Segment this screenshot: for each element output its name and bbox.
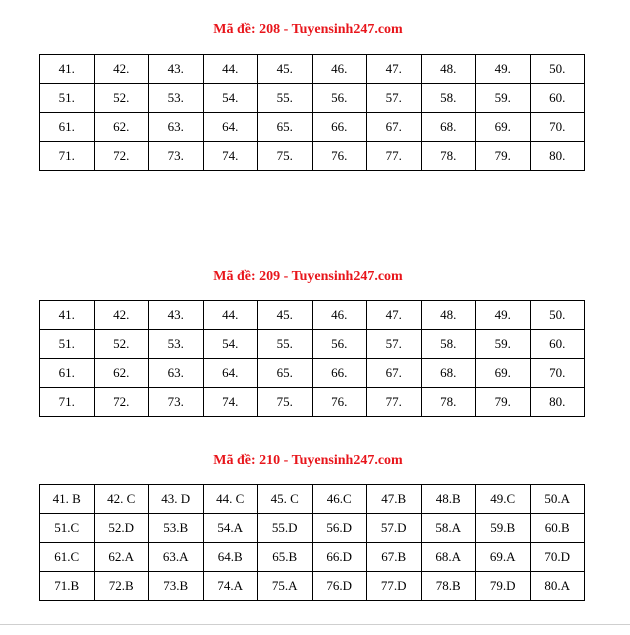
table-row	[40, 572, 585, 601]
answer-cell: 47.	[367, 301, 422, 330]
table-row	[40, 359, 585, 388]
answer-cell: 42. C	[94, 485, 149, 514]
answer-cell: 62.	[94, 359, 149, 388]
answer-cell: 78.	[421, 142, 476, 171]
answer-cell: 65.	[258, 359, 313, 388]
answer-cell: 41.	[40, 301, 95, 330]
table-row	[40, 113, 585, 142]
answer-cell: 75.	[258, 388, 313, 417]
answer-cell: 52.	[94, 330, 149, 359]
answer-cell: 48.	[421, 301, 476, 330]
answer-cell: 50.A	[530, 485, 585, 514]
answer-cell: 48.	[421, 55, 476, 84]
answer-cell: 48.B	[421, 485, 476, 514]
answer-cell: 70.D	[530, 543, 585, 572]
answer-cell: 78.	[421, 388, 476, 417]
answer-cell: 67.	[367, 113, 422, 142]
answer-cell: 79.	[476, 388, 531, 417]
table-row	[40, 388, 585, 417]
table-row	[40, 142, 585, 171]
answer-cell: 72.B	[94, 572, 149, 601]
answer-table-208	[39, 54, 585, 171]
answer-cell: 56.D	[312, 514, 367, 543]
answer-cell: 51.	[40, 84, 95, 113]
answer-cell: 57.	[367, 330, 422, 359]
answer-cell: 45. C	[258, 485, 313, 514]
answer-table-210	[39, 484, 585, 601]
answer-cell: 43.	[149, 301, 204, 330]
answer-cell: 66.	[312, 113, 367, 142]
answer-cell: 79.D	[476, 572, 531, 601]
answer-cell: 41. B	[40, 485, 95, 514]
answer-cell: 42.	[94, 55, 149, 84]
answer-cell: 75.	[258, 142, 313, 171]
answer-cell: 73.	[149, 388, 204, 417]
answer-cell: 73.	[149, 142, 204, 171]
answer-cell: 80.	[530, 142, 585, 171]
answer-cell: 73.B	[149, 572, 204, 601]
answer-cell: 50.	[530, 55, 585, 84]
answer-cell: 80.A	[530, 572, 585, 601]
answer-cell: 45.	[258, 55, 313, 84]
answer-cell: 74.	[203, 388, 258, 417]
answer-cell: 46.	[312, 301, 367, 330]
answer-cell: 64.	[203, 359, 258, 388]
answer-cell: 45.	[258, 301, 313, 330]
answer-cell: 71.	[40, 142, 95, 171]
answer-cell: 61.C	[40, 543, 95, 572]
answer-cell: 62.	[94, 113, 149, 142]
answer-cell: 43. D	[149, 485, 204, 514]
table-row	[40, 301, 585, 330]
answer-cell: 72.	[94, 142, 149, 171]
answer-cell: 44.	[203, 55, 258, 84]
answer-cell: 61.	[40, 113, 95, 142]
answer-cell: 55.D	[258, 514, 313, 543]
answer-cell: 61.	[40, 359, 95, 388]
answer-cell: 51.C	[40, 514, 95, 543]
answer-cell: 59.B	[476, 514, 531, 543]
answer-cell: 57.	[367, 84, 422, 113]
answer-cell: 60.B	[530, 514, 585, 543]
section-title-210: Mã đề: 210 - Tuyensinh247.com	[213, 453, 403, 468]
answer-cell: 64.	[203, 113, 258, 142]
answer-cell: 54.	[203, 330, 258, 359]
answer-cell: 60.	[530, 84, 585, 113]
answer-cell: 52.D	[94, 514, 149, 543]
answer-cell: 71.B	[40, 572, 95, 601]
answer-cell: 69.A	[476, 543, 531, 572]
answer-cell: 60.	[530, 330, 585, 359]
table-row	[40, 55, 585, 84]
answer-cell: 53.B	[149, 514, 204, 543]
answer-cell: 66.	[312, 359, 367, 388]
answer-cell: 50.	[530, 301, 585, 330]
answer-cell: 77.	[367, 142, 422, 171]
answer-cell: 52.	[94, 84, 149, 113]
answer-cell: 68.	[421, 113, 476, 142]
answer-cell: 76.	[312, 142, 367, 171]
answer-cell: 46.	[312, 55, 367, 84]
answer-cell: 41.	[40, 55, 95, 84]
answer-cell: 70.	[530, 359, 585, 388]
answer-cell: 46.C	[312, 485, 367, 514]
answer-cell: 53.	[149, 84, 204, 113]
answer-cell: 54.A	[203, 514, 258, 543]
page-bottom-divider	[0, 624, 630, 625]
answer-cell: 74.A	[203, 572, 258, 601]
table-row	[40, 543, 585, 572]
answer-cell: 42.	[94, 301, 149, 330]
answer-cell: 57.D	[367, 514, 422, 543]
answer-cell: 67.B	[367, 543, 422, 572]
answer-cell: 56.	[312, 84, 367, 113]
answer-cell: 51.	[40, 330, 95, 359]
answer-cell: 63.	[149, 113, 204, 142]
answer-cell: 77.	[367, 388, 422, 417]
answer-cell: 62.A	[94, 543, 149, 572]
answer-cell: 64.B	[203, 543, 258, 572]
table-row	[40, 514, 585, 543]
answer-cell: 59.	[476, 330, 531, 359]
answer-cell: 43.	[149, 55, 204, 84]
answer-cell: 49.	[476, 301, 531, 330]
answer-cell: 65.B	[258, 543, 313, 572]
answer-cell: 55.	[258, 84, 313, 113]
table-row	[40, 485, 585, 514]
answer-cell: 58.A	[421, 514, 476, 543]
answer-cell: 58.	[421, 330, 476, 359]
answer-cell: 68.	[421, 359, 476, 388]
answer-cell: 68.A	[421, 543, 476, 572]
answer-cell: 72.	[94, 388, 149, 417]
answer-cell: 55.	[258, 330, 313, 359]
answer-cell: 79.	[476, 142, 531, 171]
answer-cell: 66.D	[312, 543, 367, 572]
answer-table-209	[39, 300, 585, 417]
answer-cell: 67.	[367, 359, 422, 388]
answer-cell: 56.	[312, 330, 367, 359]
answer-cell: 80.	[530, 388, 585, 417]
answer-cell: 76.	[312, 388, 367, 417]
answer-cell: 47.	[367, 55, 422, 84]
answer-cell: 77.D	[367, 572, 422, 601]
table-row	[40, 84, 585, 113]
answer-cell: 54.	[203, 84, 258, 113]
section-title-209: Mã đề: 209 - Tuyensinh247.com	[213, 269, 403, 284]
answer-cell: 70.	[530, 113, 585, 142]
answer-cell: 63.	[149, 359, 204, 388]
answer-cell: 69.	[476, 113, 531, 142]
answer-cell: 71.	[40, 388, 95, 417]
answer-cell: 76.D	[312, 572, 367, 601]
answer-cell: 44.	[203, 301, 258, 330]
table-row	[40, 330, 585, 359]
answer-cell: 49.C	[476, 485, 531, 514]
answer-cell: 53.	[149, 330, 204, 359]
answer-cell: 58.	[421, 84, 476, 113]
answer-cell: 74.	[203, 142, 258, 171]
answer-cell: 65.	[258, 113, 313, 142]
section-title-208: Mã đề: 208 - Tuyensinh247.com	[213, 22, 403, 37]
answer-cell: 78.B	[421, 572, 476, 601]
answer-cell: 75.A	[258, 572, 313, 601]
answer-cell: 44. C	[203, 485, 258, 514]
answer-cell: 59.	[476, 84, 531, 113]
answer-cell: 47.B	[367, 485, 422, 514]
answer-cell: 69.	[476, 359, 531, 388]
answer-cell: 63.A	[149, 543, 204, 572]
answer-cell: 49.	[476, 55, 531, 84]
